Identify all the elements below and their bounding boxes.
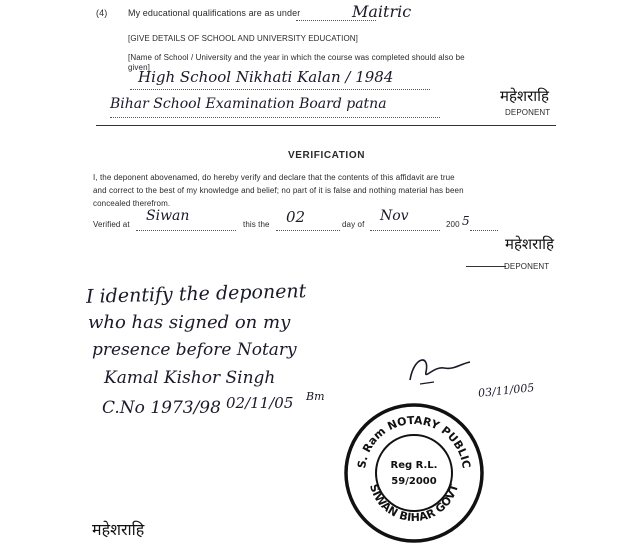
qualification-instruction: [GIVE DETAILS OF SCHOOL AND UNIVERSITY EDUCATION] xyxy=(128,34,358,43)
deponent-signature-1: महेशराहि xyxy=(500,87,550,105)
qualification-label: My educational qualifications are as under xyxy=(128,8,301,18)
verified-at-label: Verified at xyxy=(93,220,130,229)
seal-reg-label: Reg R.L. xyxy=(390,460,438,471)
verified-place: Siwan xyxy=(146,208,190,224)
board-dotted-line xyxy=(110,117,440,118)
identification-date: 02/11/05 xyxy=(226,394,294,412)
identification-line4: Kamal Kishor Singh xyxy=(104,368,276,388)
this-the-label: this the xyxy=(243,220,270,229)
bottom-signature: महेशराहि xyxy=(92,520,145,539)
identification-initial: Bm xyxy=(306,390,325,403)
identification-line1: I identify the deponent xyxy=(85,280,307,308)
seal-top-text: S. Ram NOTARY PUBLIC xyxy=(355,413,473,470)
identification-line2: who has signed on my xyxy=(88,312,291,333)
seal-reg-number: 59/2000 xyxy=(391,476,437,487)
place-dotted-line xyxy=(136,230,236,231)
deponent-label-2: DEPONENT xyxy=(504,262,550,271)
year-prefix: 200 xyxy=(446,220,460,229)
qualification-note-line1: [Name of School / University and the year in which the course was completed should also be xyxy=(128,53,465,62)
verification-para-line3: concealed therefrom. xyxy=(93,199,171,208)
board-handwritten: Bihar School Examination Board patna xyxy=(110,96,387,112)
notary-signature-mark xyxy=(404,346,474,390)
school-handwritten: High School Nikhati Kalan / 1984 xyxy=(138,68,394,86)
notary-seal xyxy=(343,402,485,544)
qualification-handwritten: Maitric xyxy=(352,2,412,21)
verified-day: 02 xyxy=(286,208,306,226)
year-suffix: 5 xyxy=(462,214,470,228)
deponent-label-1: DEPONENT xyxy=(505,108,551,117)
school-dotted-line xyxy=(130,89,430,90)
item-number: (4) xyxy=(96,8,108,18)
deponent-line-2 xyxy=(466,266,506,267)
identification-line5: C.No 1973/98 xyxy=(102,398,221,418)
seal-bottom-text: SIWAN BIHAR GOVT xyxy=(366,482,462,525)
year-dotted-line xyxy=(470,230,498,231)
day-dotted-line xyxy=(276,230,340,231)
identification-line3: presence before Notary xyxy=(92,340,297,360)
day-of-label: day of xyxy=(342,220,365,229)
verification-para-line1: I, the deponent abovenamed, do hereby verify and declare that the contents of this affidavit are true xyxy=(93,173,455,182)
qualification-note-line2: given] xyxy=(128,63,150,72)
section-divider xyxy=(96,125,556,126)
notary-date: 03/11/005 xyxy=(477,381,535,400)
deponent-signature-2: महेशराहि xyxy=(505,235,555,253)
verification-title: VERIFICATION xyxy=(288,150,366,161)
month-dotted-line xyxy=(370,230,440,231)
svg-text:SIWAN BIHAR GOVT xyxy=(367,482,461,524)
verification-para-line2: and correct to the best of my knowledge and belief; no part of it is false and nothing material has been xyxy=(93,186,464,195)
verified-month: Nov xyxy=(380,208,409,224)
